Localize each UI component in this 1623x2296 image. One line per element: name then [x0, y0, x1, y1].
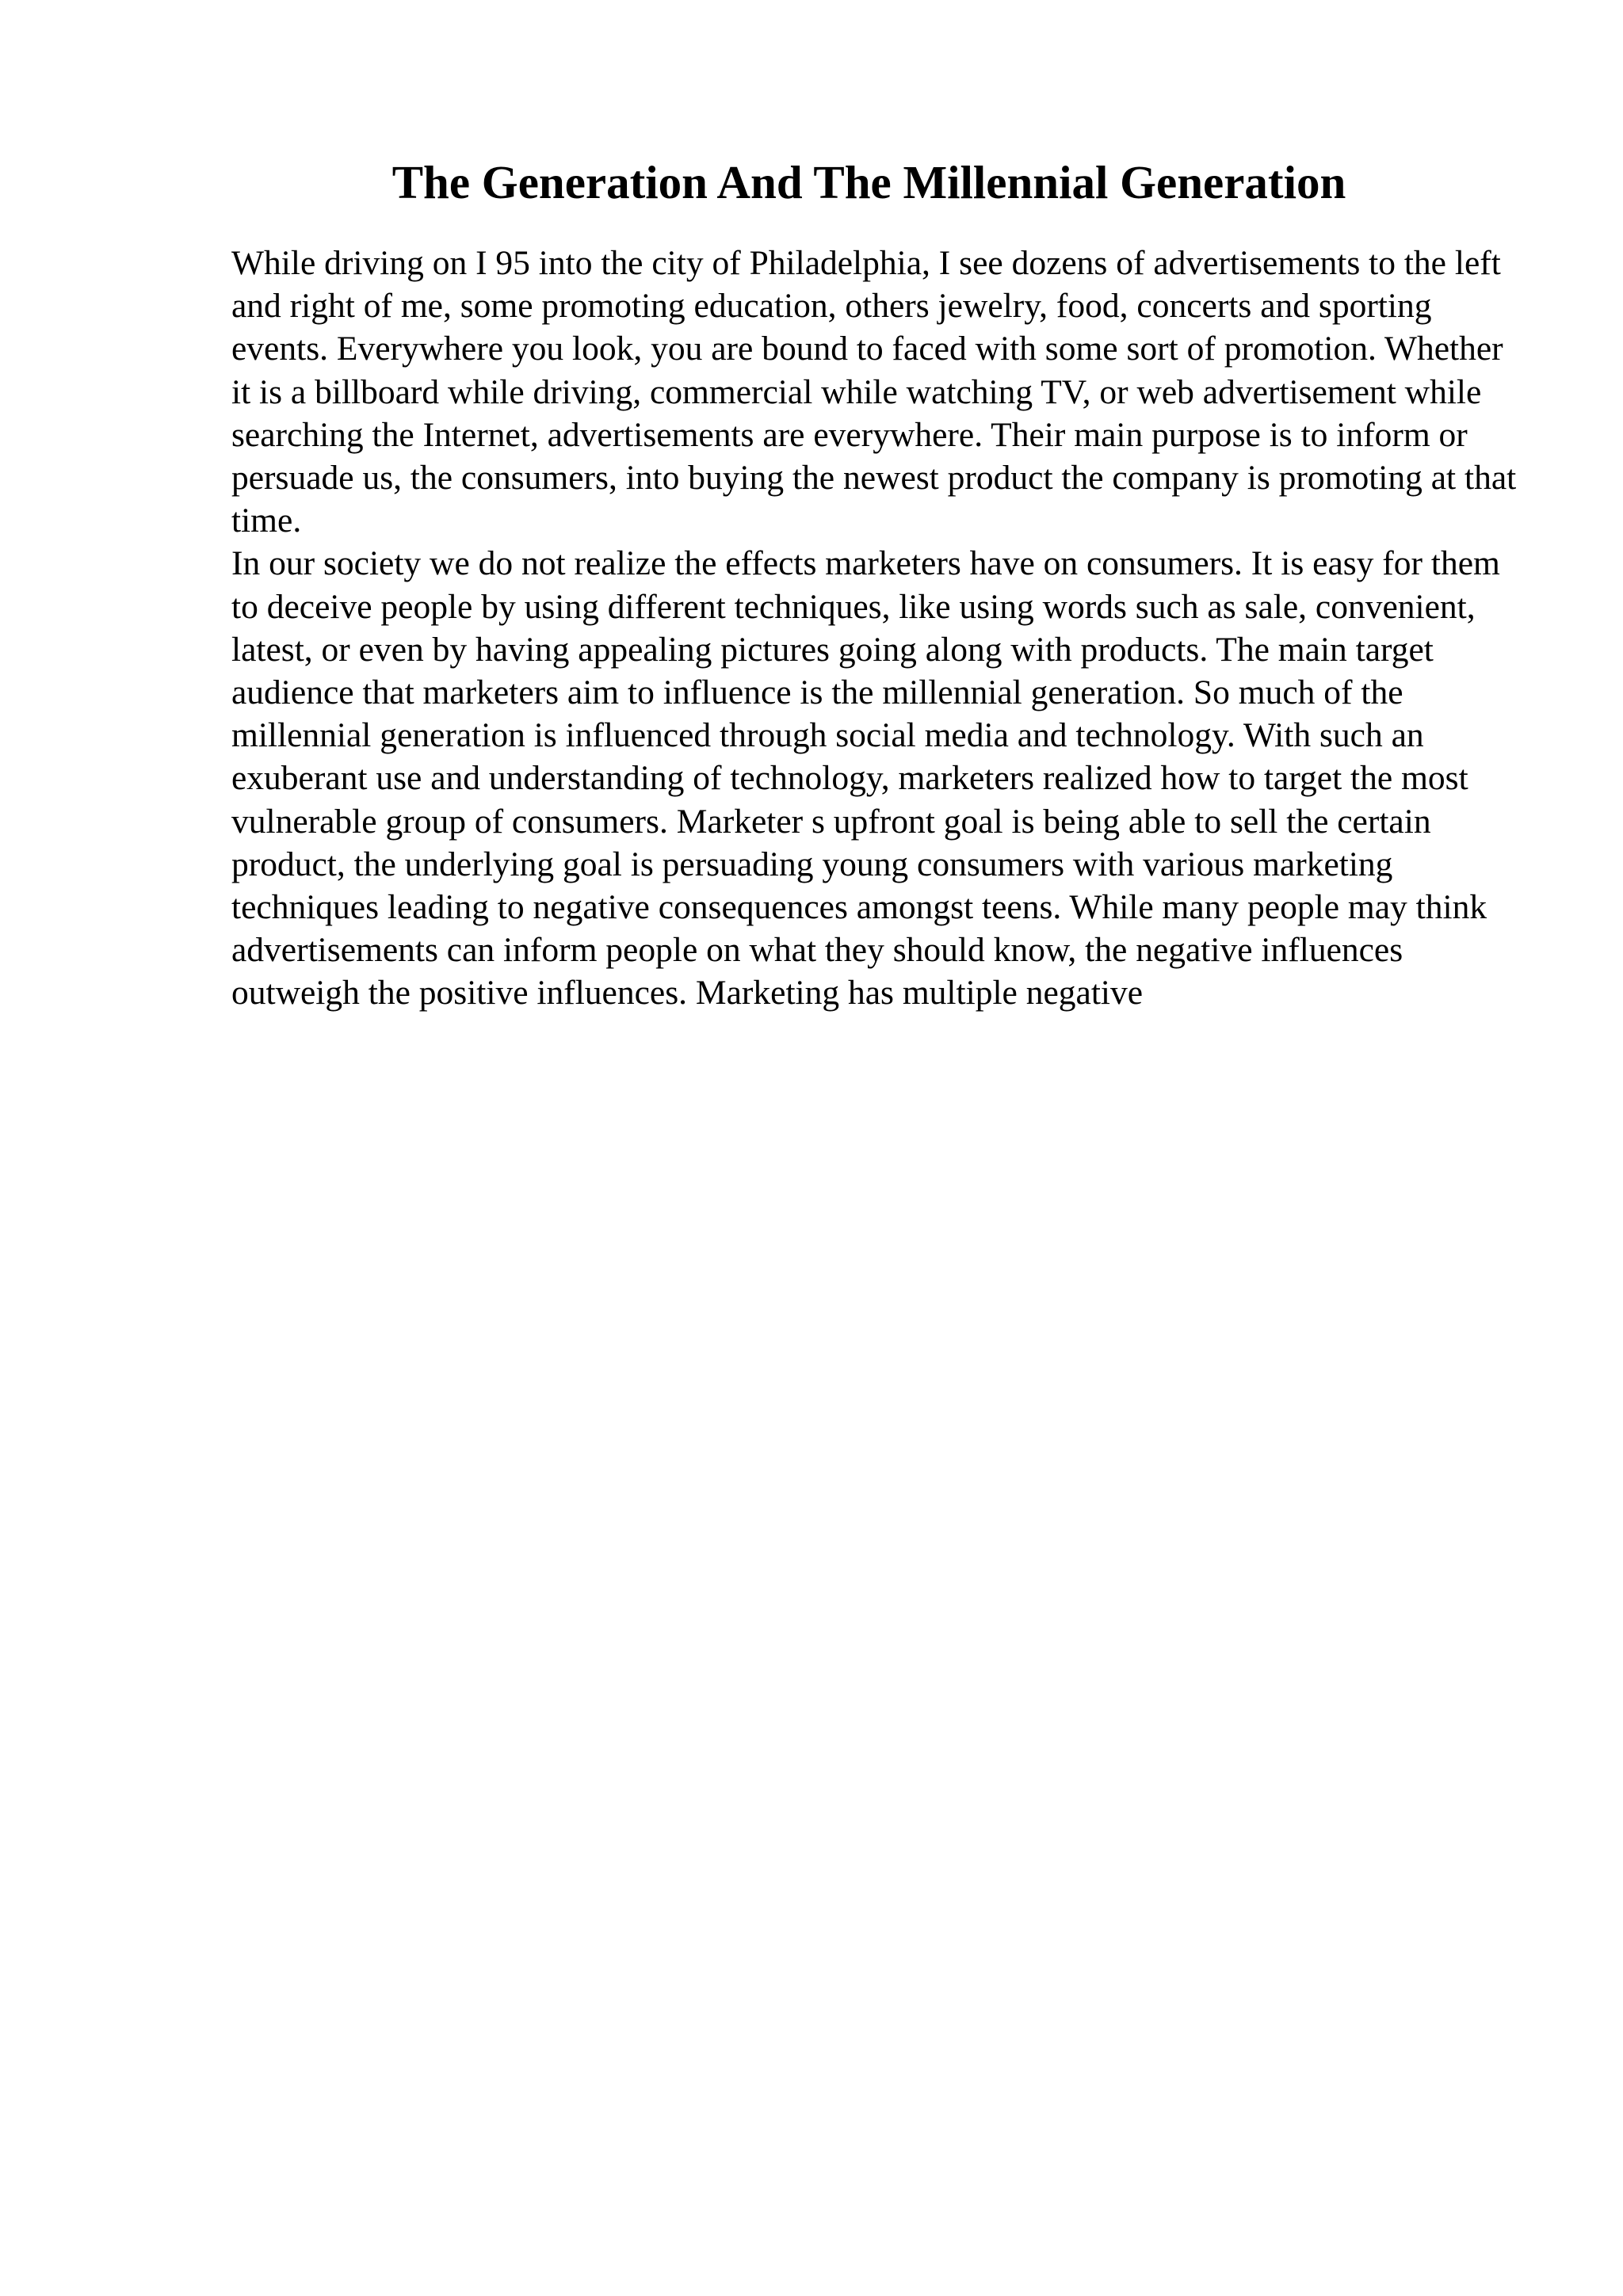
document-body [231, 242, 1519, 1015]
paragraph-2: In our society we do not realize the effects marketers have on consumers. It is easy for them to deceive people by using different techniques, like using words such as sale, convenient, latest, or even by having appealing pictures going along with products. The main target audience that marketers aim to influence is the millennial generation. So much of the millennial generation is influenced through social media and technology. With such an exuberant use and understanding of technology, marketers realized how to target the most vulnerable group of consumers. Marketer s upfront goal is being able to sell the certain product, the underlying goal is persuading young consumers with various marketing techniques leading to negative consequences amongst teens. While many people may think advertisements can inform people on what they should know, the negative influences outweigh the positive influences. Marketing has multiple negative [231, 544, 1500, 1013]
document-title: The Generation And The Millennial Generation [391, 156, 1346, 208]
paragraph-1: While driving on I 95 into the city of Philadelphia, I see dozens of advertisements to the left and right of me, some promoting education, others jewelry, food, concerts and sporting events. Everywhere you look, you are bound to faced with some sort of promotion. Whether it is a billboard while driving, commercial while watching TV, or web advertisement while searching the Internet, advertisements are everywhere. Their main purpose is to inform or persuade us, the consumers, into buying the newest product the company is promoting at that time. [231, 244, 1517, 540]
